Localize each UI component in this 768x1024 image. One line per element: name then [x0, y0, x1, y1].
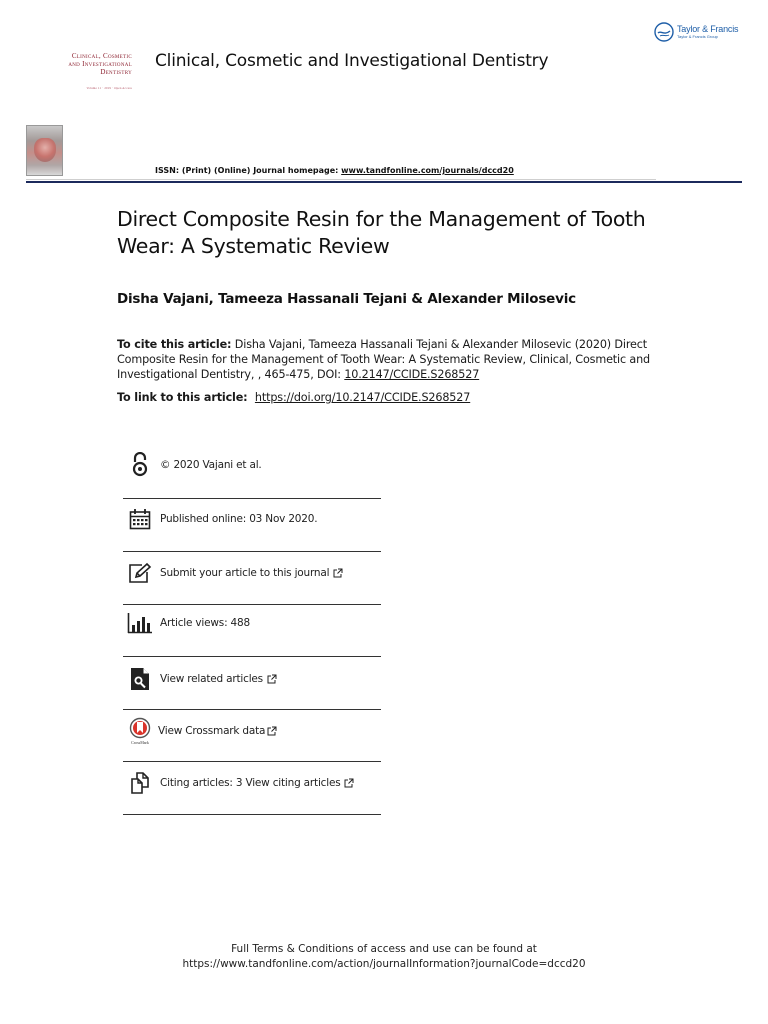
search-document-icon [127, 666, 153, 692]
related-articles-link[interactable]: View related articles [160, 673, 263, 685]
publisher-logo[interactable] [654, 22, 738, 42]
divider [123, 814, 381, 815]
divider [123, 656, 381, 657]
citation-block [117, 337, 657, 382]
cite-label: To cite this article: [117, 338, 232, 351]
journal-cover-image[interactable] [26, 125, 63, 176]
cite-doi-link[interactable]: 10.2147/CCIDE.S268527 [344, 368, 480, 381]
external-link-icon [344, 778, 354, 788]
issn-line [155, 166, 514, 175]
crossmark-icon [127, 718, 153, 744]
divider [123, 709, 381, 710]
calendar-icon [127, 506, 153, 532]
edit-icon [127, 560, 153, 586]
open-access-row [123, 452, 381, 478]
article-authors: Disha Vajani, Tameeza Hassanali Tejani & Alexander Milosevic [117, 291, 576, 307]
divider [123, 498, 381, 499]
journal-homepage-link[interactable]: www.tandfonline.com/journals/dccd20 [341, 166, 514, 175]
article-views: Article views: 488 [160, 617, 250, 629]
external-link-icon [267, 726, 277, 736]
journal-mini-line-2: and Investigational [68, 60, 132, 68]
published-row [123, 506, 381, 532]
journal-mini-line-3: Dentistry [100, 68, 132, 76]
article-doi-link[interactable]: https://doi.org/10.2147/CCIDE.S268527 [254, 391, 471, 404]
crossmark-row[interactable] [123, 718, 381, 744]
header-divider-light [26, 179, 656, 180]
article-title: Direct Composite Resin for the Management of Tooth Wear: A Systematic Review [117, 207, 646, 258]
cite-text: Disha Vajani, Tameeza Hassanali Tejani & Alexander Milosevic (2020) Direct Composite Resin for the Management of Tooth Wear: A Systematic Review, Clinical, Cosmetic and Investigational Dentistry, , 465-475, DOI: [117, 338, 651, 381]
bar-chart-icon [127, 610, 153, 636]
citing-documents-icon [127, 770, 153, 796]
link-label: To link to this article: [117, 391, 248, 404]
footer [0, 942, 768, 972]
citing-articles-link[interactable]: Citing articles: 3 View citing articles [160, 777, 341, 789]
issn-prefix: ISSN: (Print) (Online) Journal homepage: [155, 166, 339, 175]
journal-title: Clinical, Cosmetic and Investigational Dentistry [155, 51, 549, 71]
divider [123, 604, 381, 605]
submit-article-row[interactable] [123, 560, 381, 586]
publisher-name: Taylor & Francis [677, 24, 739, 34]
published-date: Published online: 03 Nov 2020. [160, 513, 318, 525]
footer-line-1: Full Terms & Conditions of access and use can be found at [231, 943, 537, 955]
footer-terms-link[interactable]: https://www.tandfonline.com/action/journalInformation?journalCode=dccd20 [182, 958, 586, 970]
journal-mini-line-1: Clinical, Cosmetic [71, 52, 132, 60]
related-articles-row[interactable] [123, 666, 381, 692]
header-divider [26, 181, 742, 183]
taylor-francis-logo-icon [654, 22, 674, 42]
divider [123, 551, 381, 552]
article-link-line [117, 391, 470, 404]
citing-articles-row[interactable] [123, 770, 381, 796]
license-text: © 2020 Vajani et al. [160, 459, 262, 471]
publisher-sub: Taylor & Francis Group [677, 34, 718, 39]
article-views-row [123, 610, 381, 636]
crossmark-badge-text: CrossMark [131, 740, 149, 745]
open-access-icon [127, 452, 153, 478]
submit-article-link[interactable]: Submit your article to this journal [160, 567, 330, 579]
external-link-icon [267, 674, 277, 684]
divider [123, 761, 381, 762]
journal-mini-logo [40, 52, 132, 90]
journal-mini-tiny: Volume 11 · 2019 · Open Access [86, 86, 132, 90]
external-link-icon [333, 568, 343, 578]
crossmark-link[interactable]: View Crossmark data [158, 725, 266, 737]
